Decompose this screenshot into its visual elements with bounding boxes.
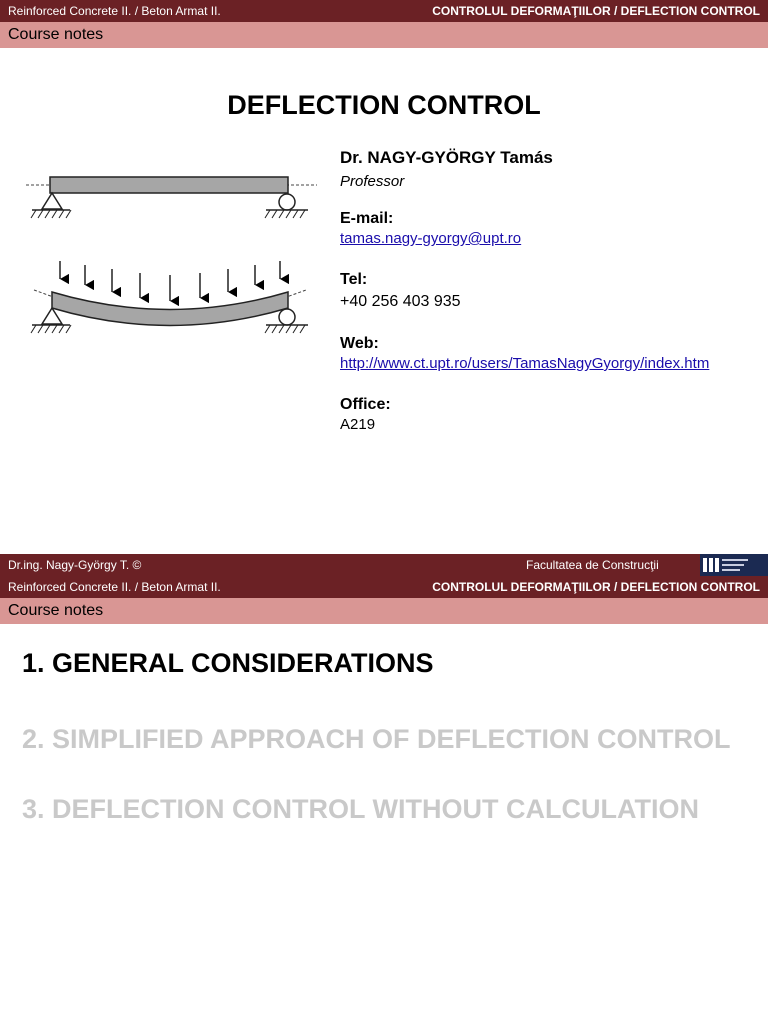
slide2-header-bar — [0, 576, 768, 598]
deflected-beam — [31, 261, 308, 333]
topic-title: CONTROLUL DEFORMAŢIILOR / DEFLECTION CONTROL — [432, 580, 760, 594]
web-label: Web: — [340, 335, 379, 352]
office-label: Office: — [340, 396, 391, 413]
email-label: E-mail: — [340, 210, 394, 227]
course-name: Reinforced Concrete II. / Beton Armat II. — [8, 4, 221, 18]
tel-value: +40 256 403 935 — [340, 293, 461, 310]
slide1-subheader-bar — [0, 22, 768, 48]
slide1-header-bar — [0, 0, 768, 22]
course-name: Reinforced Concrete II. / Beton Armat II. — [8, 580, 221, 594]
straight-beam — [26, 177, 317, 218]
contact-info — [340, 148, 760, 433]
beam-diagram — [22, 165, 322, 350]
slide-title: DEFLECTION CONTROL — [227, 90, 541, 120]
footer-author: Dr.ing. Nagy-György T. © — [8, 558, 142, 572]
topic-title: CONTROLUL DEFORMAŢIILOR / DEFLECTION CONTROL — [432, 4, 760, 18]
university-logo — [700, 554, 768, 576]
author-role: Professor — [340, 173, 405, 190]
slide1-footer-bar — [0, 554, 768, 576]
email-link[interactable]: tamas.nagy-gyorgy@upt.ro — [340, 230, 522, 247]
upt-logo-icon — [700, 554, 768, 576]
subheader-label: Course notes — [8, 26, 104, 43]
toc-item-3: 3. DEFLECTION CONTROL WITHOUT CALCULATION — [22, 794, 699, 824]
office-value: A219 — [340, 416, 376, 433]
toc-item-1: 1. GENERAL CONSIDERATIONS — [22, 648, 434, 678]
toc-item-2: 2. SIMPLIFIED APPROACH OF DEFLECTION CONTROL — [22, 724, 731, 754]
web-link[interactable]: http://www.ct.upt.ro/users/TamasNagyGyorgy/index.htm — [340, 355, 710, 372]
footer-faculty: Facultatea de Construcţii — [526, 558, 659, 572]
author-name: Dr. NAGY-GYÖRGY Tamás — [340, 148, 553, 167]
subheader-label: Course notes — [8, 602, 104, 619]
tel-label: Tel: — [340, 271, 368, 288]
slide2-subheader-bar — [0, 598, 768, 624]
